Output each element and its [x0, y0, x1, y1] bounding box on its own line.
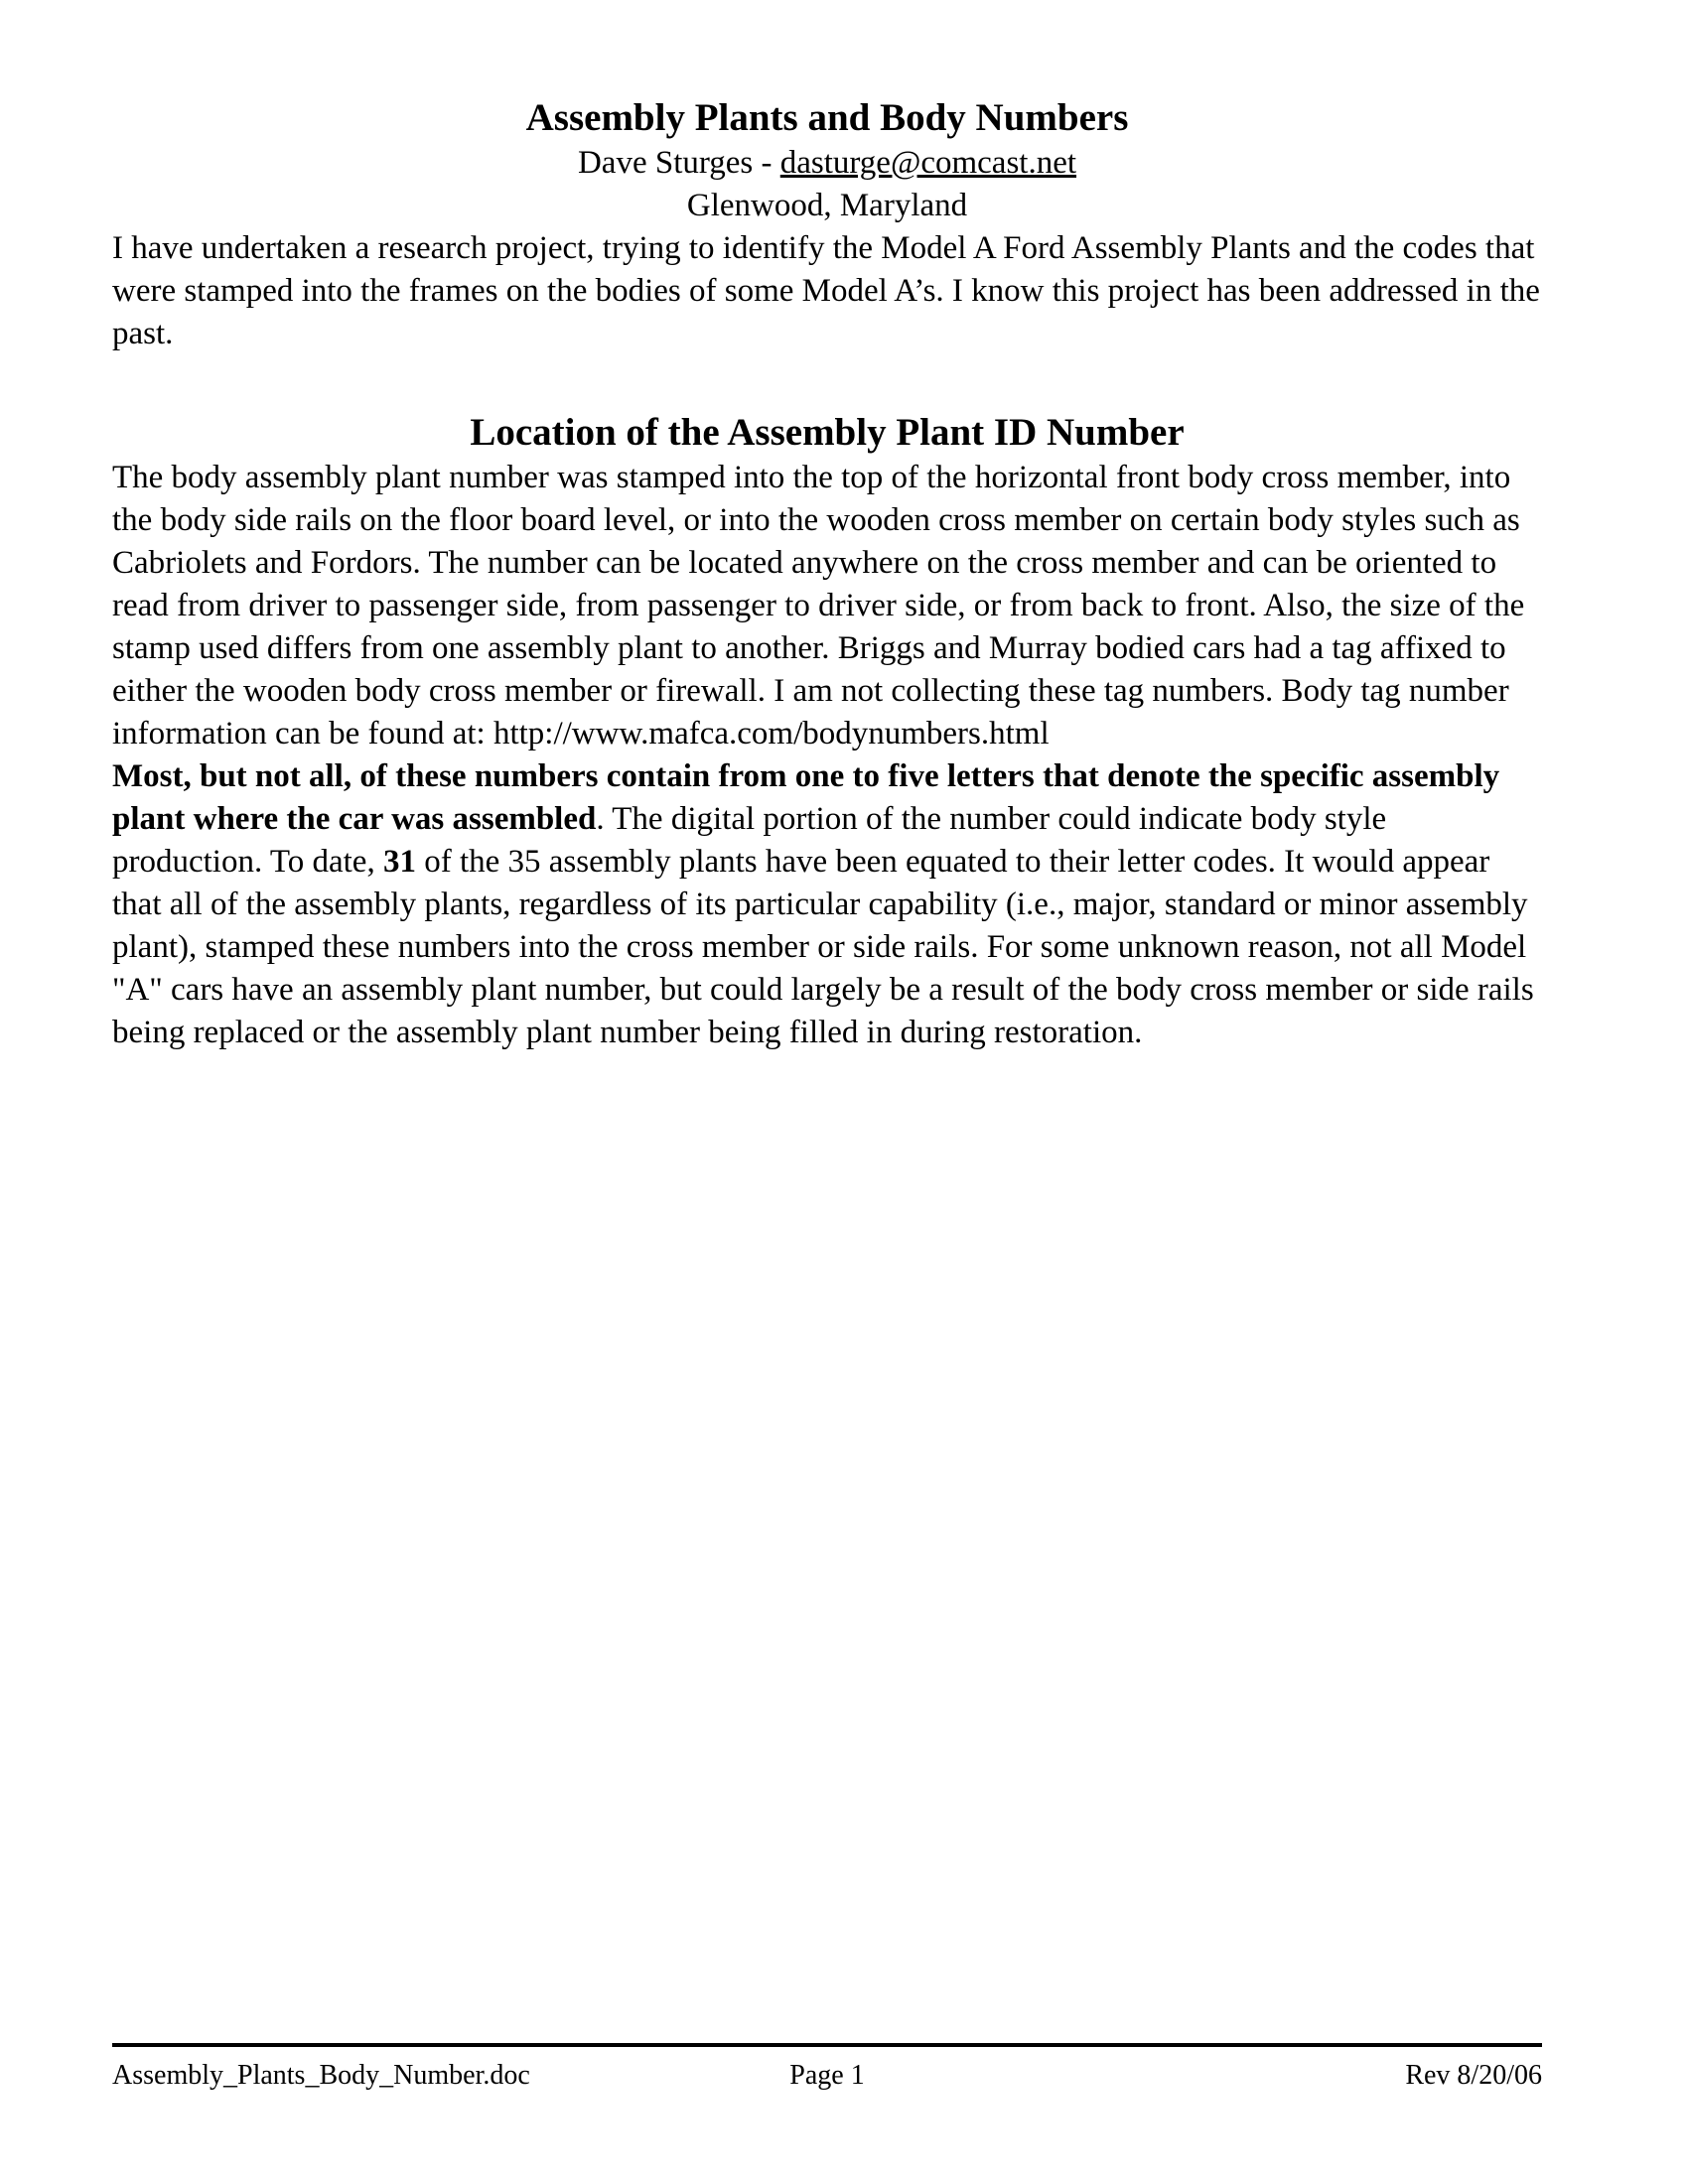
footer-page-number: Page 1: [789, 2060, 865, 2091]
intro-paragraph: I have undertaken a research project, trying to identify the Model A Ford Assembly Plants and the codes that were stamped into the frames on the bodies of some Model A’s. I know this project has been addressed in the past.: [112, 230, 1540, 351]
codes-paragraph-bold-lead: Most, but not all, of these numbers contain from one to five letters that denote the specific assembly plant where the car was assembled: [112, 758, 1500, 837]
codes-paragraph: [112, 755, 1542, 1054]
codes-paragraph-count: 31: [382, 844, 416, 880]
location-paragraph-text: The body assembly plant number was stamped into the top of the horizontal front body cross member, into the body side rails on the floor board level, or into the wooden cross member on certain body styles such as Cabriolets and Fordors. The number can be located anywhere on the cross member and can be oriented to read from driver to passenger side, from passenger to driver side, or from back to front. Also, the size of the stamp used differs from one assembly plant to another. Briggs and Murray bodied cars had a tag affixed to either the wooden body cross member or firewall. I am not collecting these tag numbers. Body tag number information can be found at:: [112, 460, 1525, 751]
byline-author: Dave Sturges -: [577, 145, 780, 181]
byline: [112, 142, 1542, 185]
document-title: Assembly Plants and Body Numbers: [525, 96, 1129, 139]
body-numbers-url: http://www.mafca.com/bodynumbers.html: [492, 716, 1050, 751]
page-footer: [112, 2043, 1542, 2093]
section-heading: Location of the Assembly Plant ID Number: [470, 411, 1185, 454]
footer-filename: Assembly_Plants_Body_Number.doc: [112, 2060, 530, 2091]
codes-paragraph-after-bold: . The digital portion of the number could indicate body style production. To date,: [112, 801, 1387, 880]
email-link[interactable]: dasturge@comcast.net: [779, 145, 1077, 181]
codes-paragraph-tail: of the 35 assembly plants have been equated to their letter codes. It would appear that all of the assembly plants, regardless of its particular capability (i.e., major, standard or minor assembly plant), stamped these numbers into the cross member or side rails. For some unknown reason, not all Model "A" cars have an assembly plant number, but could largely be a result of the body cross member or side rails being replaced or the assembly plant number being filled in during restoration.: [112, 844, 1534, 1050]
location-paragraph: [112, 457, 1542, 755]
author-location: Glenwood, Maryland: [686, 188, 968, 223]
footer-revision: Rev 8/20/06: [1405, 2060, 1542, 2091]
document-content: [112, 94, 1542, 1054]
